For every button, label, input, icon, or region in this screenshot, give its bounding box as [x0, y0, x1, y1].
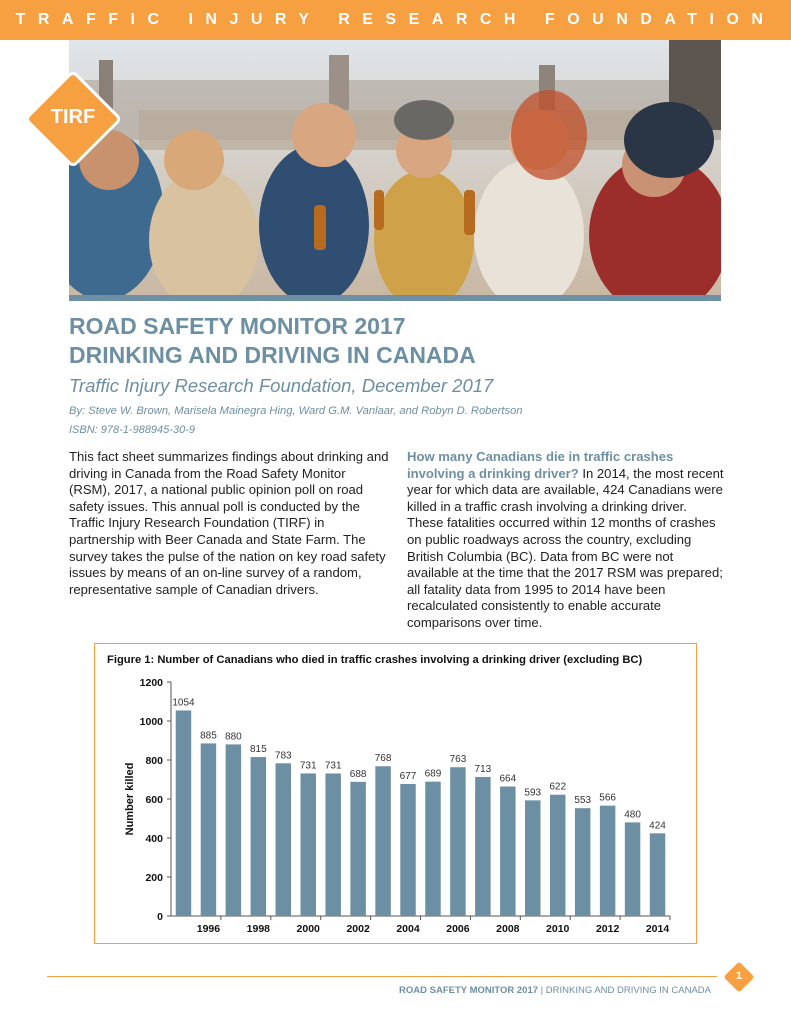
data-label: 815 — [249, 744, 267, 756]
fatalities-text: In 2014, the most recent year for which data are available, 424 Canadians were killed in a traffic crash involving a drinking driver. These fatalities occurred within 12 months of crashes on public roadways across the country, excluding British Columbia (BC). Data from BC were not available at the time that the 2017 RSM was prepared; all fatality data from 1995 to 2014 have been recalculated consistently to enable accurate comparisons over time. — [407, 465, 724, 630]
x-tick-label: 2002 — [346, 923, 370, 935]
bar — [251, 757, 266, 916]
footer-title — [399, 985, 711, 996]
data-label: 480 — [624, 809, 641, 821]
data-label: 622 — [549, 781, 567, 793]
footer-divider — [47, 976, 717, 977]
y-tick-label: 800 — [145, 755, 163, 767]
x-tick-label: 2014 — [645, 923, 670, 935]
x-tick-label: 2010 — [546, 923, 570, 935]
subtitle: Traffic Injury Research Foundation, December 2017 — [69, 375, 494, 396]
x-tick-label: 1998 — [246, 923, 271, 935]
data-label: 677 — [399, 770, 417, 782]
figure-1 — [94, 643, 697, 944]
bar — [350, 782, 365, 916]
data-label: 880 — [225, 731, 242, 743]
hero-divider — [69, 295, 721, 301]
data-label: 768 — [374, 753, 392, 765]
fatalities-paragraph — [407, 449, 725, 632]
bar — [625, 822, 640, 916]
data-label: 885 — [200, 730, 217, 742]
data-label: 424 — [649, 820, 666, 832]
logo-text: TIRF — [50, 106, 96, 128]
footer-title-bold: ROAD SAFETY MONITOR 2017 — [399, 985, 539, 996]
data-label: 688 — [349, 768, 367, 780]
authors: By: Steve W. Brown, Marisela Mainegra Hing, Ward G.M. Vanlaar, and Robyn D. Robertson — [69, 405, 523, 417]
x-tick-label: 1996 — [196, 923, 221, 935]
data-label: 593 — [524, 787, 542, 799]
y-tick-label: 400 — [145, 833, 163, 845]
y-tick-label: 1000 — [139, 716, 163, 728]
title-line-2: DRINKING AND DRIVING IN CANADA — [69, 342, 476, 368]
question-heading: How many Canadians die in traffic crashes involving a drinking driver? — [407, 449, 674, 481]
y-tick-label: 1200 — [139, 677, 163, 689]
data-label: 553 — [574, 795, 592, 807]
bar — [425, 782, 440, 916]
hero-photo — [69, 40, 721, 295]
data-label: 763 — [449, 754, 467, 766]
x-tick-label: 2012 — [595, 923, 620, 935]
x-tick-label: 2008 — [496, 923, 520, 935]
bar — [475, 777, 490, 916]
data-label: 713 — [474, 763, 492, 775]
bar — [300, 773, 315, 916]
bar — [450, 767, 465, 916]
title-line-1: ROAD SAFETY MONITOR 2017 — [69, 313, 406, 339]
page-number: 1 — [735, 970, 743, 982]
bar — [550, 795, 565, 916]
data-label: 664 — [499, 773, 517, 785]
data-label: 566 — [599, 792, 616, 804]
isbn: ISBN: 978-1-988945-30-9 — [69, 424, 195, 436]
data-label: 689 — [424, 768, 442, 780]
footer-title-rest: | DRINKING AND DRIVING IN CANADA — [538, 985, 711, 996]
y-tick-label: 600 — [145, 794, 163, 806]
x-tick-label: 2004 — [396, 923, 420, 935]
bar — [500, 787, 515, 916]
x-tick-label: 2000 — [296, 923, 320, 935]
bar — [400, 784, 415, 916]
data-label: 731 — [299, 760, 317, 772]
bar — [575, 808, 590, 916]
tirf-logo — [24, 70, 122, 168]
intro-paragraph: This fact sheet summarizes findings about drinking and driving in Canada from the Road Safety Monitor (RSM), 2017, a national public opinion poll on road safety issues. This annual poll is conducted by the Traffic Injury Research Foundation (TIRF) in partnership with Beer Canada and State Farm. The survey takes the pulse of the nation on key road safety issues by means of an on-line survey of a random, representative sample of Canadian drivers. — [69, 449, 389, 597]
bar — [226, 744, 241, 916]
bar — [525, 800, 540, 916]
figure-caption: Figure 1: Number of Canadians who died in traffic crashes involving a drinking driver (excluding BC) — [107, 654, 643, 666]
page-title — [69, 312, 729, 370]
bar — [600, 806, 615, 916]
y-axis-label: Number killed — [124, 762, 136, 836]
y-tick-label: 0 — [157, 911, 163, 923]
bar — [276, 763, 291, 916]
bar-chart — [95, 644, 698, 945]
data-label: 783 — [274, 750, 292, 762]
bar — [375, 766, 390, 916]
data-label: 1054 — [172, 697, 195, 709]
bar — [201, 743, 216, 916]
x-tick-label: 2006 — [446, 923, 470, 935]
group-of-friends-photo-icon — [69, 40, 721, 295]
y-tick-label: 200 — [145, 872, 163, 884]
data-label: 731 — [324, 760, 342, 772]
foundation-banner: TRAFFIC INJURY RESEARCH FOUNDATION — [0, 0, 791, 40]
bar — [176, 710, 191, 916]
page-number-badge — [724, 962, 754, 992]
bar — [650, 833, 665, 916]
bar — [325, 773, 340, 916]
